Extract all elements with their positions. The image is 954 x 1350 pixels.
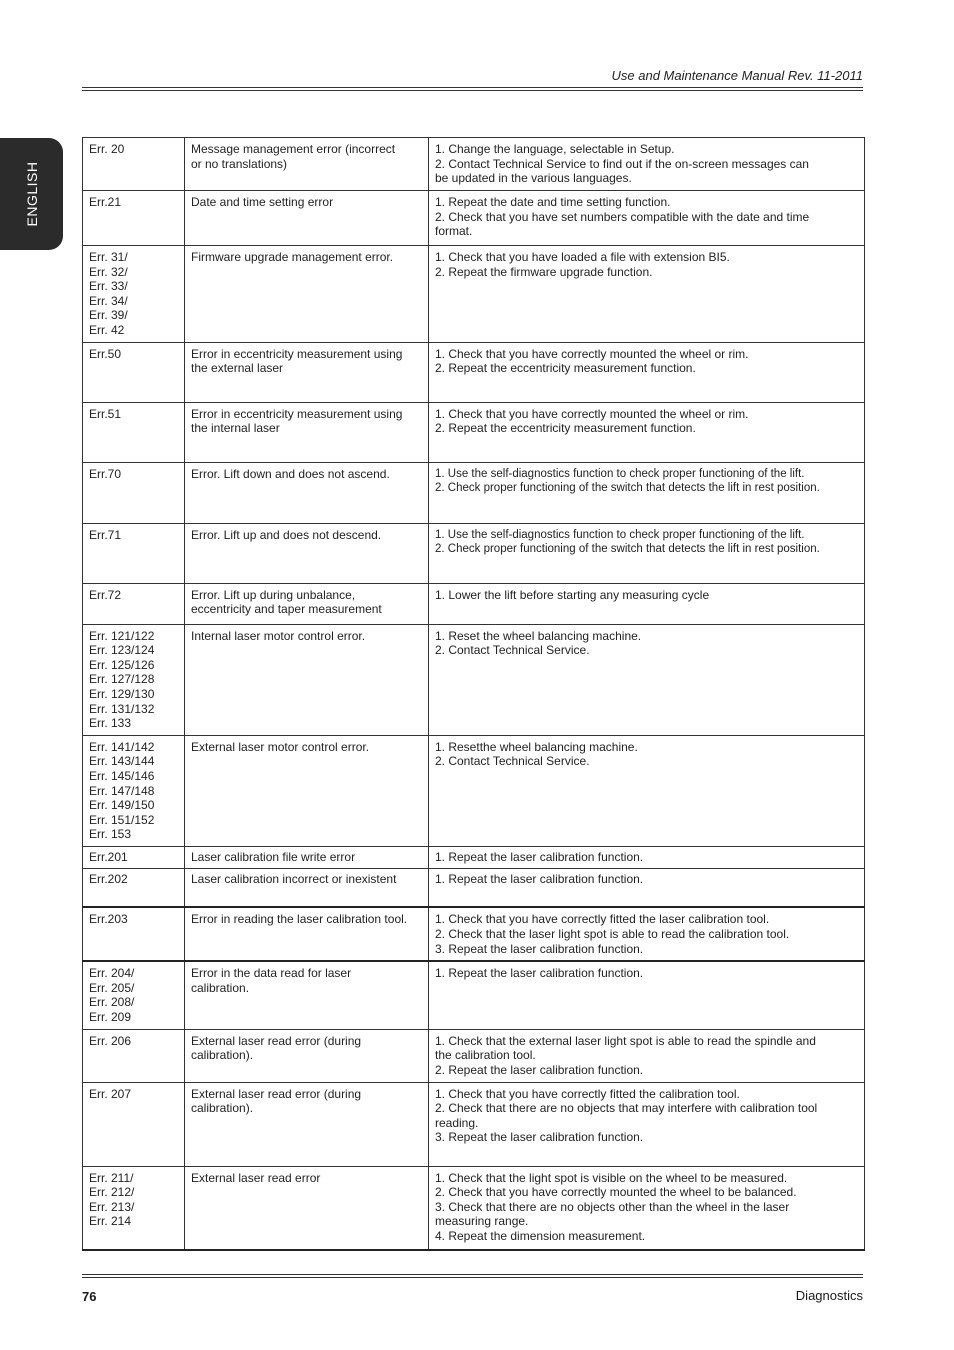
- table-row: [83, 138, 865, 191]
- error-remedy: 1. Lower the lift before starting any measuring cycle: [429, 583, 865, 624]
- error-remedy: 1. Check that you have correctly fitted the laser calibration tool. 2. Check that the laser light spot is able to read the calibration tool. 3. Repeat the laser calibration function.: [429, 907, 865, 961]
- table-row: [83, 523, 865, 583]
- footer-rule-top: [82, 1274, 863, 1275]
- table-row: [83, 402, 865, 462]
- table-row: [83, 907, 865, 961]
- error-remedy: 1. Check that you have correctly fitted the calibration tool. 2. Check that there are no objects that may interfere with calibration tool reading. 3. Repeat the laser calibration function.: [429, 1082, 865, 1166]
- error-code: Err.50: [83, 342, 185, 402]
- error-code: Err.201: [83, 846, 185, 868]
- error-description: Date and time setting error: [185, 191, 429, 246]
- error-code: Err.51: [83, 402, 185, 462]
- error-code: Err. 31/ Err. 32/ Err. 33/ Err. 34/ Err. 39/ Err. 42: [83, 246, 185, 343]
- footer-rule-bottom: [82, 1277, 863, 1278]
- table-row: [83, 846, 865, 868]
- error-description: External laser read error: [185, 1166, 429, 1250]
- table-row: [83, 191, 865, 246]
- table-row: [83, 246, 865, 343]
- error-remedy: 1. Check that you have loaded a file with extension BI5. 2. Repeat the firmware upgrade function.: [429, 246, 865, 343]
- error-remedy: 1. Check that you have correctly mounted the wheel or rim. 2. Repeat the eccentricity measurement function.: [429, 402, 865, 462]
- error-remedy: 1. Resetthe wheel balancing machine. 2. Contact Technical Service.: [429, 735, 865, 846]
- error-description: Laser calibration file write error: [185, 846, 429, 868]
- error-remedy: 1. Repeat the date and time setting function. 2. Check that you have set numbers compatible with the date and time format.: [429, 191, 865, 246]
- error-description: Error in eccentricity measurement using the external laser: [185, 342, 429, 402]
- error-description: Laser calibration incorrect or inexistent: [185, 868, 429, 907]
- error-code: Err. 20: [83, 138, 185, 191]
- error-code: Err.71: [83, 523, 185, 583]
- error-remedy: 1. Check that you have correctly mounted the wheel or rim. 2. Repeat the eccentricity measurement function.: [429, 342, 865, 402]
- error-remedy: 1. Use the self-diagnostics function to check proper functioning of the lift. 2. Check proper functioning of the switch that detects the lift in rest position.: [429, 462, 865, 523]
- error-remedy: 1. Check that the light spot is visible on the wheel to be measured. 2. Check that you have correctly mounted the wheel to be balanced. 3. Check that there are no objects other than the wheel in the laser measuring range. 4. Repeat the dimension measurement.: [429, 1166, 865, 1250]
- error-description: Error. Lift up during unbalance, eccentricity and taper measurement: [185, 583, 429, 624]
- error-code: Err. 207: [83, 1082, 185, 1166]
- error-remedy: 1. Repeat the laser calibration function.: [429, 846, 865, 868]
- header-rule-bottom: [82, 90, 863, 91]
- language-tab-label: ENGLISH: [23, 161, 40, 227]
- error-remedy: 1. Reset the wheel balancing machine. 2. Contact Technical Service.: [429, 624, 865, 735]
- table-row: [83, 583, 865, 624]
- table-row: [83, 961, 865, 1029]
- error-code: Err.72: [83, 583, 185, 624]
- page-number: 76: [82, 1289, 97, 1304]
- error-code: Err. 141/142 Err. 143/144 Err. 145/146 Err. 147/148 Err. 149/150 Err. 151/152 Err. 153: [83, 735, 185, 846]
- error-description: External laser read error (during calibration).: [185, 1082, 429, 1166]
- error-code: Err.21: [83, 191, 185, 246]
- table-row: [83, 624, 865, 735]
- error-remedy: 1. Repeat the laser calibration function.: [429, 868, 865, 907]
- diagnostics-table: [82, 137, 865, 1251]
- error-description: Error. Lift up and does not descend.: [185, 523, 429, 583]
- error-description: Error in reading the laser calibration tool.: [185, 907, 429, 961]
- error-description: Internal laser motor control error.: [185, 624, 429, 735]
- table-row: [83, 1166, 865, 1250]
- error-remedy: 1. Change the language, selectable in Setup. 2. Contact Technical Service to find out if the on-screen messages can be updated in the various languages.: [429, 138, 865, 191]
- error-description: External laser read error (during calibration).: [185, 1029, 429, 1082]
- error-code: Err.202: [83, 868, 185, 907]
- error-code: Err.203: [83, 907, 185, 961]
- error-remedy: 1. Use the self-diagnostics function to check proper functioning of the lift. 2. Check proper functioning of the switch that detects the lift in rest position.: [429, 523, 865, 583]
- error-description: Error. Lift down and does not ascend.: [185, 462, 429, 523]
- manual-title: Use and Maintenance Manual Rev. 11-2011: [611, 68, 863, 83]
- error-description: External laser motor control error.: [185, 735, 429, 846]
- language-tab: [0, 138, 63, 250]
- error-description: Message management error (incorrect or no translations): [185, 138, 429, 191]
- error-remedy: 1. Repeat the laser calibration function.: [429, 961, 865, 1029]
- error-code: Err.70: [83, 462, 185, 523]
- section-name: Diagnostics: [795, 1288, 863, 1303]
- error-description: Error in eccentricity measurement using the internal laser: [185, 402, 429, 462]
- table-row: [83, 1082, 865, 1166]
- error-description: Error in the data read for laser calibration.: [185, 961, 429, 1029]
- error-code: Err. 211/ Err. 212/ Err. 213/ Err. 214: [83, 1166, 185, 1250]
- error-code: Err. 121/122 Err. 123/124 Err. 125/126 Err. 127/128 Err. 129/130 Err. 131/132 Err. 133: [83, 624, 185, 735]
- table-row: [83, 868, 865, 907]
- table-row: [83, 1029, 865, 1082]
- error-code: Err. 206: [83, 1029, 185, 1082]
- error-description: Firmware upgrade management error.: [185, 246, 429, 343]
- table-row: [83, 735, 865, 846]
- table-row: [83, 342, 865, 402]
- error-code: Err. 204/ Err. 205/ Err. 208/ Err. 209: [83, 961, 185, 1029]
- header-rule-top: [82, 87, 863, 88]
- error-remedy: 1. Check that the external laser light spot is able to read the spindle and the calibration tool. 2. Repeat the laser calibration function.: [429, 1029, 865, 1082]
- table-row: [83, 462, 865, 523]
